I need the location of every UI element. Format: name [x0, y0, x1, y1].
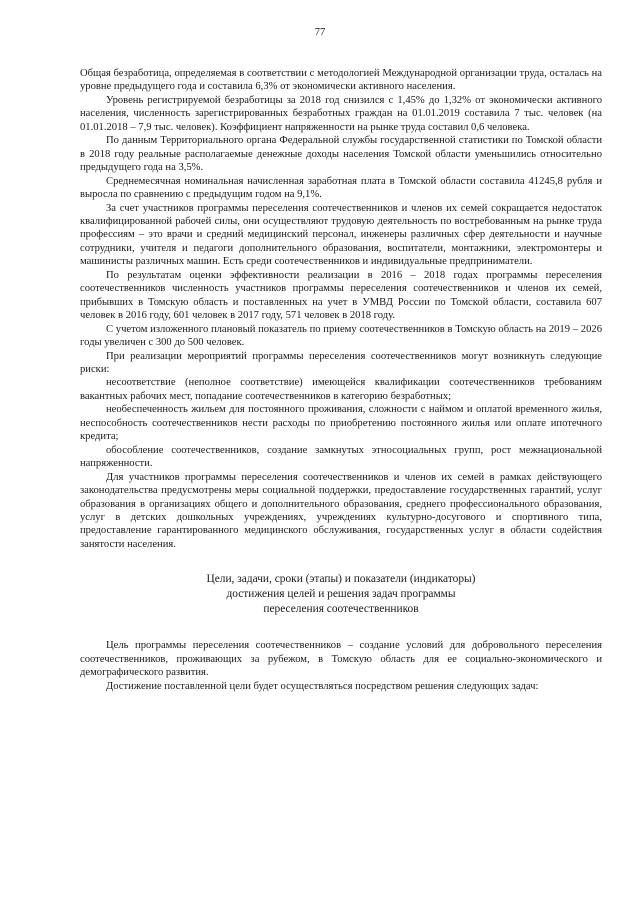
paragraph-registered-unemployment: Уровень регистрируемой безработицы за 2018 год снизился с 1,45% до 1,32% от экономически активного населения, численность зарегистрированных безработных граждан на 01.01.2019 составила 7 тыс. человек (на 01.01.2018 – 7,9 тыс. человек). Коэффициент напряженности на рынке труда составил 0,6 человека. — [80, 94, 602, 133]
paragraph-risks-intro: При реализации мероприятий программы переселения соотечественников могут возникнуть следующие риски: — [80, 350, 602, 375]
paragraph-labor-shortage: За счет участников программы переселения соотечественников и членов их семей сокращается недостаток квалифицированной рабочей силы, они осуществляют трудовую деятельность по востребованным на рынке труда профессиям – это врачи и средний медицинский персонал, инженеры различных сфер деятельности и научные сотрудники, учителя и педагоги дополнительного образования, воспитатели, монтажники, электромонтеры и машинисты различных машин. Есть среди соотечественников и индивидуальные предприниматели. — [80, 202, 602, 268]
section-heading — [80, 572, 602, 617]
paragraph-support-measures: Для участников программы переселения соотечественников и членов их семей в рамках действующего законодательства предусмотрены меры социальной поддержки, предоставление государственных гарантий, услуг образования в организациях общего и дополнительного образования, среднего профессионального образования, услуг в детских дошкольных учреждениях, учреждениях культурно-досугового и спортивного типа, предоставление гарантированного медицинского обслуживания, государственных услуг в области содействия занятости населения. — [80, 471, 602, 550]
section-heading-line: переселения соотечественников — [263, 603, 419, 616]
section-heading-line: Цели, задачи, сроки (этапы) и показатели (индикаторы) — [206, 573, 476, 586]
paragraph-unemployment: Общая безработица, определяемая в соответствии с методологией Международной организации труда, осталась на уровне предыдущего года и составила 6,3% от экономически активного населения. — [80, 68, 602, 93]
paragraph-goal: Цель программы переселения соотечественников – создание условий для добровольного переселения соотечественников, проживающих за рубежом, в Томскую область для ее социально-экономического и демографического развития. — [80, 640, 602, 679]
page-number: 77 — [314, 27, 326, 38]
paragraph-plan-target: С учетом изложенного плановый показатель по приему соотечественников в Томскую область на 2019 – 2026 годы увеличен с 300 до 500 человек. — [80, 323, 602, 349]
paragraph-tasks-intro: Достижение поставленной цели будет осуществляться посредством решения следующих задач: — [106, 680, 539, 692]
paragraph-risk-qualification: несоответствие (неполное соответствие) имеющейся квалификации соотечественников требованиям вакантных рабочих мест, попадание соотечественников в категорию безработных; — [80, 377, 602, 402]
page-content — [80, 67, 602, 693]
paragraph-risk-housing: необеспеченность жильем для постоянного проживания, сложности с наймом и оплатой временного жилья, неспособность соотечественников нести расходы по приобретению постоянного жилья или оплате ипотечного кредита; — [80, 404, 602, 443]
paragraph-salary: Среднемесячная номинальная начисленная заработная плата в Томской области составила 41245,8 рубля и выросла по сравнению с предыдущим годом на 9,1%. — [80, 175, 602, 201]
paragraph-risk-isolation: обособление соотечественников, создание замкнутых этносоциальных групп, рост межнациональной напряженности. — [80, 444, 602, 470]
section-heading-line: достижения целей и решения задач программы — [226, 588, 456, 601]
paragraph-income: По данным Территориального органа Федеральной службы государственной статистики по Томской области в 2018 году реальные располагаемые денежные доходы населения Томской области уменьшились относительно предыдущего года на 3,5%. — [80, 135, 602, 174]
paragraph-efficiency: По результатам оценки эффективности реализации в 2016 – 2018 годах программы переселения соотечественников численность участников программы переселения соотечественников и членов их семей, прибывших в Томскую область и поставленных на учет в УМВД России по Томской области, составила 607 человек в 2016 году, 601 человек в 2017 году, 571 человек в 2018 году. — [80, 269, 602, 322]
